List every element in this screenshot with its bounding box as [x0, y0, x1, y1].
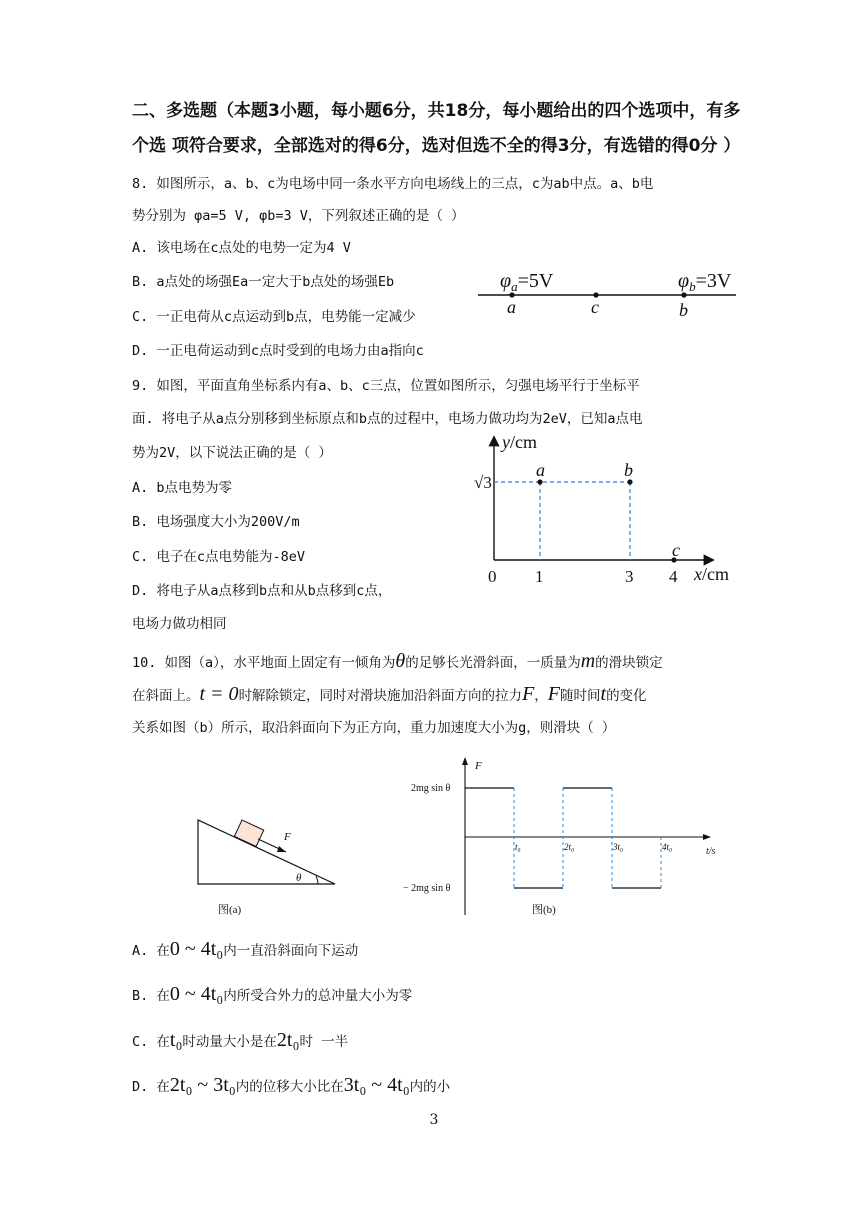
q10-force-f-label: F — [284, 831, 291, 843]
page-number: 3 — [429, 1112, 439, 1128]
q8-field-line-figure — [470, 260, 740, 330]
q10-chart-f-label: F — [475, 760, 482, 772]
q9-coordinate-figure — [462, 430, 752, 590]
section-title-line1: 二、多选题（本题3小题，每小题6分，共18分，每小题给出的四个选项中，有多 — [132, 101, 741, 121]
q8-stem-line1: 8. 如图所示，a、b、c为电场中同一条水平方向电场线上的三点，c为ab中点。a、b电 — [132, 176, 654, 192]
q10-chart-t1-label: t₀ — [515, 842, 521, 852]
q9-point-a-label: a — [536, 460, 545, 480]
q10-option-c: C. 在t₀时动量大小是在2t₀时 一半 — [132, 1029, 349, 1051]
q10-chart-pos-label: 2mg sin θ — [411, 783, 451, 794]
q10-chart-t-axis-label: t/s — [706, 846, 716, 857]
q9-x-axis-label: x/cm — [694, 564, 729, 584]
q8-option-a: A. 该电场在c点处的电势一定为4 V — [132, 240, 351, 256]
q10-option-d: D. 在2t₀ ~ 3t₀内的位移大小比在3t₀ ~ 4t₀内的小 — [132, 1074, 451, 1096]
q10-option-b: B. 在0 ~ 4t₀内所受合外力的总冲量大小为零 — [132, 983, 413, 1005]
q8-point-a-label: a — [507, 297, 516, 317]
q8-point-b-label: b — [679, 300, 688, 320]
q10-chart-t3-label: 3t₀ — [613, 842, 624, 852]
section-title-line2: 个选 项符合要求，全部选对的得6分，选对但选不全的得3分，有选错的得0分 ） — [132, 136, 741, 156]
q8-point-c-label: c — [591, 297, 599, 317]
q10-force-time-chart — [395, 755, 725, 925]
q8-option-d: D. 一正电荷运动到c点时受到的电场力由a指向c — [132, 343, 424, 359]
q9-stem-line3: 势为2V，以下说法正确的是（ ） — [132, 445, 332, 461]
q9-stem-line1: 9. 如图，平面直角坐标系内有a、b、c三点，位置如图所示，匀强电场平行于坐标平 — [132, 378, 640, 394]
q9-x4-label: 4 — [669, 567, 678, 586]
q10-stem-line1: 10. 如图（a），水平地面上固定有一倾角为θ的足够长光滑斜面，一质量为m的滑块锁定 — [132, 650, 663, 672]
q9-option-d: D. 将电子从a点移到b点和从b点移到c点， — [132, 583, 392, 599]
q10-figure-a-caption: 图(a) — [218, 904, 242, 916]
q8-option-c: C. 一正电荷从c点运动到b点，电势能一定减少 — [132, 309, 416, 325]
q9-y-axis-label: y/cm — [502, 432, 537, 452]
q8-stem-line2: 势分别为 φa=5 V, φb=3 V，下列叙述正确的是（ ） — [132, 208, 465, 224]
q9-stem-line2: 面. 将电子从a点分别移到坐标原点和b点的过程中，电场力做功均为2eV，已知a点电 — [132, 411, 643, 427]
q10-chart-neg-label: − 2mg sin θ — [403, 883, 451, 894]
q10-stem-line3: 关系如图（b）所示，取沿斜面向下为正方向，重力加速度大小为g，则滑块（ ） — [132, 720, 616, 736]
q9-point-b-label: b — [624, 460, 633, 480]
q9-option-d-cont: 电场力做功相同 — [132, 616, 227, 632]
q9-sqrt3-label: √3 — [474, 473, 492, 492]
q9-option-c: C. 电子在c点电势能为-8eV — [132, 549, 306, 565]
q9-option-b: B. 电场强度大小为200V/m — [132, 514, 300, 530]
q9-origin-label: 0 — [488, 567, 497, 586]
q8-phi-b-label: $\varphi_b=3V$ — [678, 270, 732, 294]
q10-chart-t4-label: 4t₀ — [662, 842, 673, 852]
q10-option-a: A. 在0 ~ 4t₀内一直沿斜面向下运动 — [132, 938, 359, 960]
q10-stem-line2: 在斜面上。t = 0时解除锁定，同时对滑块施加沿斜面方向的拉力F，F随时间t的变化 — [132, 683, 647, 705]
q10-angle-theta-label: θ — [296, 872, 302, 884]
q9-point-c-label: c — [672, 540, 680, 560]
q10-chart-t2-label: 2t₀ — [564, 842, 575, 852]
q10-incline-figure — [190, 812, 350, 922]
q9-x1-label: 1 — [535, 567, 544, 586]
q9-option-a: A. b点电势为零 — [132, 480, 233, 496]
q9-x3-label: 3 — [625, 567, 634, 586]
q10-figure-b-caption: 图(b) — [532, 904, 556, 916]
q8-phi-a-label: $\varphi_a=5V$ — [500, 270, 554, 294]
q8-option-b: B. a点处的场强Ea一定大于b点处的场强Eb — [132, 274, 395, 290]
